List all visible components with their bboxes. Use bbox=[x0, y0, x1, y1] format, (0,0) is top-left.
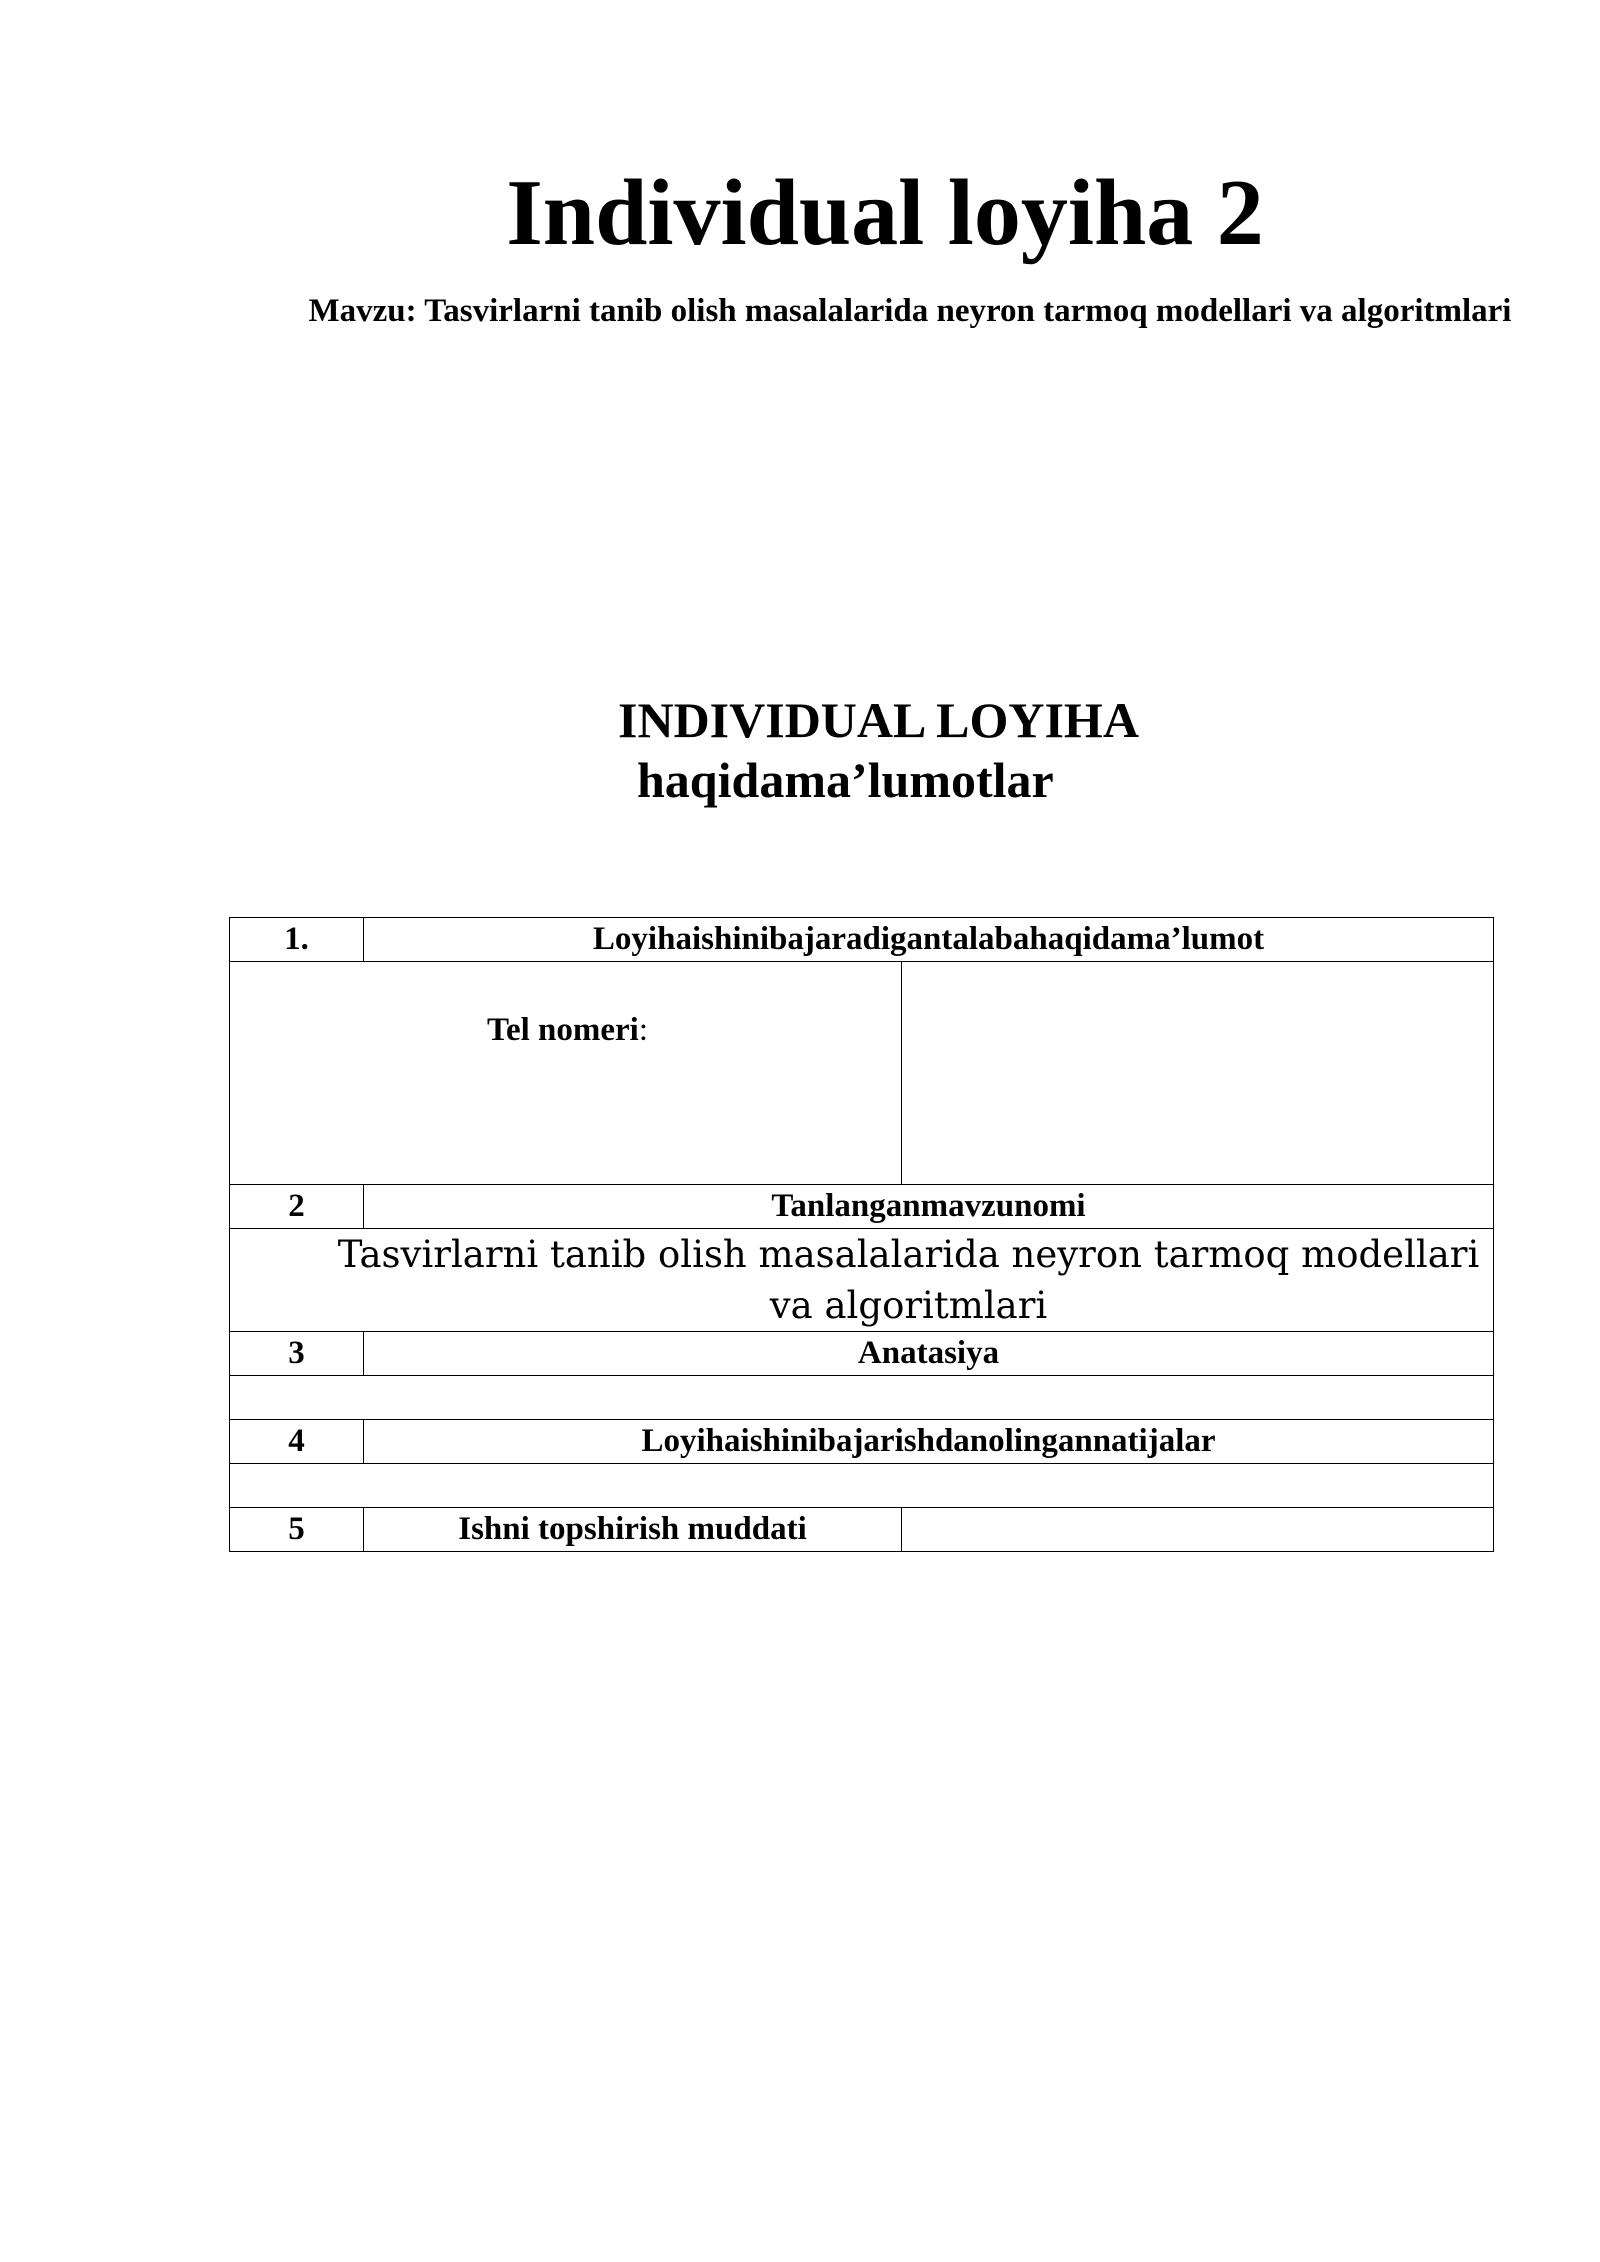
tel-number-label-text: Tel nomeri bbox=[487, 1012, 639, 1048]
topic-subtitle: Mavzu: Tasvirlarni tanib olish masalalarida neyron tarmoq modellari va algoritmlari bbox=[308, 293, 1512, 329]
deadline-value[interactable] bbox=[902, 1508, 1494, 1552]
row-number-5: 5 bbox=[230, 1508, 364, 1552]
table-row-4-header bbox=[230, 1420, 1494, 1464]
tel-number-label bbox=[230, 962, 902, 1185]
table-row-tel bbox=[230, 962, 1494, 1185]
table-row-annotation bbox=[230, 1376, 1494, 1420]
results-value[interactable] bbox=[230, 1464, 1494, 1508]
row-number-1: 1. bbox=[230, 918, 364, 962]
row-number-4: 4 bbox=[230, 1420, 364, 1464]
annotation-header: Anatasiya bbox=[364, 1332, 1494, 1376]
row-number-2: 2 bbox=[230, 1185, 364, 1229]
table-row-3-header bbox=[230, 1332, 1494, 1376]
info-heading bbox=[0, 690, 1600, 810]
chosen-topic-value: Tasvirlarni tanib olish masalalarida neyron tarmoq modellari va algoritmlari bbox=[230, 1229, 1494, 1332]
tel-number-value[interactable] bbox=[902, 962, 1494, 1185]
tel-number-colon: : bbox=[638, 1012, 649, 1048]
info-table bbox=[229, 917, 1494, 1552]
table-row-1-header bbox=[230, 918, 1494, 962]
info-heading-line1: INDIVIDUAL LOYIHA bbox=[618, 692, 1139, 748]
table-row-5 bbox=[230, 1508, 1494, 1552]
page-title: Individual loyiha 2 bbox=[506, 161, 1264, 265]
table-row-results bbox=[230, 1464, 1494, 1508]
row-number-3: 3 bbox=[230, 1332, 364, 1376]
table-row-topic bbox=[230, 1229, 1494, 1332]
student-info-header: Loyihaishinibajaradigantalabahaqidama’lumot bbox=[364, 918, 1494, 962]
info-heading-line2: haqidama’lumotlar bbox=[637, 752, 1054, 808]
chosen-topic-header: Tanlanganmavzunomi bbox=[364, 1185, 1494, 1229]
annotation-value[interactable] bbox=[230, 1376, 1494, 1420]
table-row-2-header bbox=[230, 1185, 1494, 1229]
results-header: Loyihaishinibajarishdanolingannatijalar bbox=[364, 1420, 1494, 1464]
deadline-label: Ishni topshirish muddati bbox=[364, 1508, 902, 1552]
